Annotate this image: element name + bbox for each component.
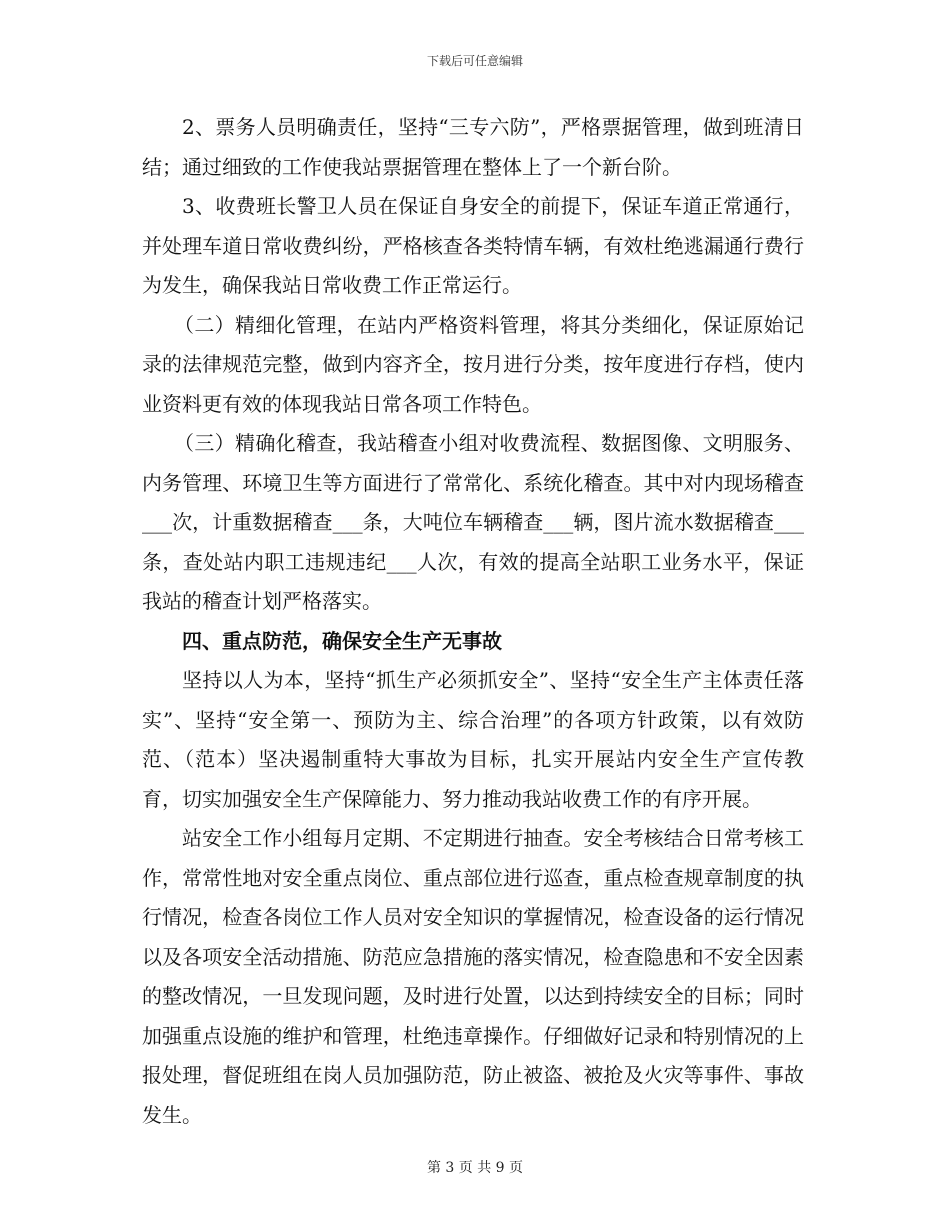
paragraph-fine-management: （二）精细化管理，在站内严格资料管理，将其分类细化，保证原始记录的法律规范完整，做到内容齐全，按月进行分类，按年度进行存档，使内业资料更有效的体现我站日常各项工作特色。 (142, 312, 804, 416)
header-note: 下载后可任意编辑 (426, 54, 523, 68)
paragraph-toll-monitor: 3、收费班长警卫人员在保证自身安全的前提下，保证车道正常通行，并处理车道日常收费纠纷，严格核查各类特情车辆，有效杜绝逃漏通行费行为发生，确保我站日常收费工作正常运行。 (142, 194, 804, 297)
paragraph-precise-inspection: （三）精确化稽查，我站稽查小组对收费流程、数据图像、文明服务、内务管理、环境卫生等方面进行了常常化、系统化稽查。其中对内现场稽查___次，计重数据稽查___条，大吨位车辆稽查___辆，图片流水数据稽查___条，查处站内职工违规违纪___人次，有效的提高全站职工业务水平，保证我站的稽查计划严格落实。 (142, 431, 804, 613)
section-heading-safety: 四、重点防范，确保安全生产无事故 (182, 628, 502, 653)
page-number: 第 3 页 共 9 页 (426, 1160, 524, 1176)
paragraph-safety-inspection: 站安全工作小组每月定期、不定期进行抽查。安全考核结合日常考核工作，常常性地对安全重点岗位、重点部位进行巡查，重点检查规章制度的执行情况，检查各岗位工作人员对安全知识的掌握情况，检查设备的运行情况以及各项安全活动措施、防范应急措施的落实情况，检查隐患和不安全因素的整改情况，一旦发现问题，及时进行处置，以达到持续安全的目标；同时加强重点设施的维护和管理，杜绝违章操作。仔细做好记录和特别情况的上报处理，督促班组在岗人员加强防范，防止被盗、被抢及火灾等事件、事故发生。 (142, 826, 804, 1127)
paragraph-safety-policy: 坚持以人为本，坚持“抓生产必须抓安全”、坚持“安全生产主体责任落实”、坚持“安全第一、预防为主、综合治理”的各项方针政策，以有效防范、（范本）坚决遏制重特大事故为目标，扎实开展站内安全生产宣传教育，切实加强安全生产保障能力、努力推动我站收费工作的有序开展。 (142, 668, 804, 811)
document-body (142, 108, 804, 1135)
paragraph-ticket-staff: 2、票务人员明确责任，坚持“三专六防”，严格票据管理，做到班清日结；通过细致的工作使我站票据管理在整体上了一个新台阶。 (142, 115, 804, 179)
